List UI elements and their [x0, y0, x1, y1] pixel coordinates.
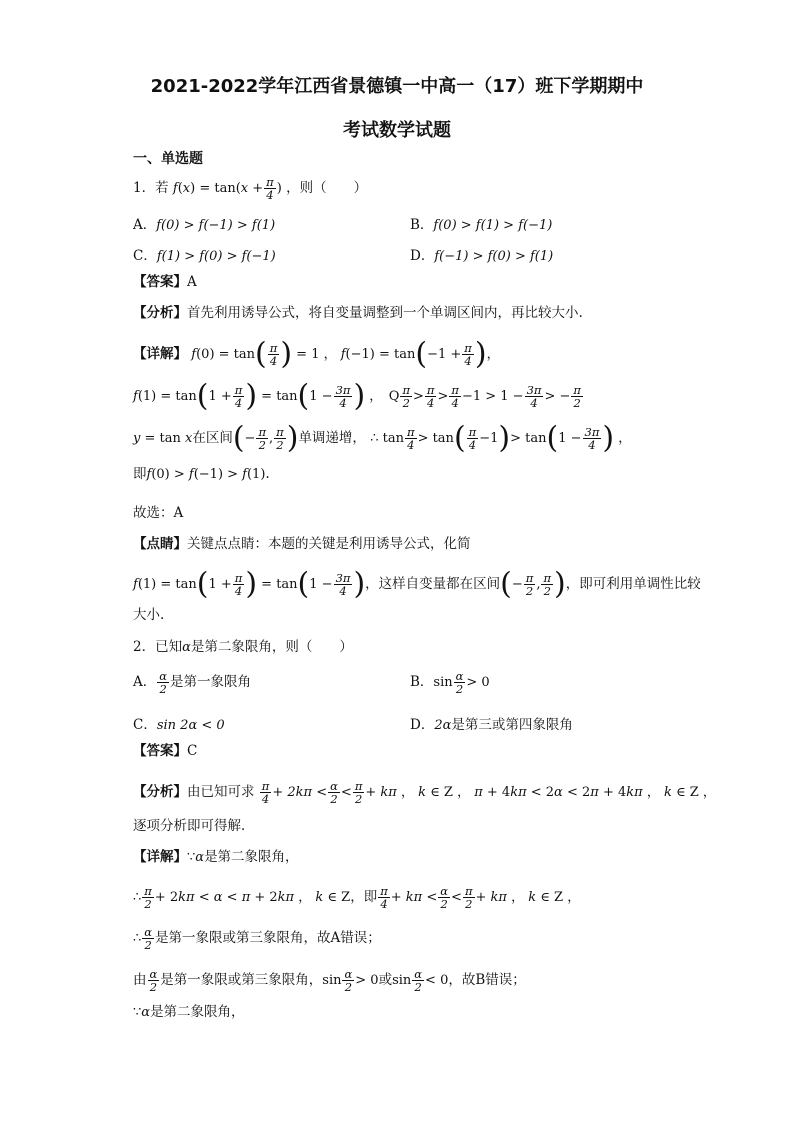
q1-analysis: 【分析】首先利用诱导公式，将自变量调整到一个单调区间内，再比较大小.	[133, 305, 583, 321]
q2-analysis-line2: 逐项分析即可得解．	[133, 818, 255, 834]
q1-point-line3: 大小.	[133, 607, 165, 623]
q2-analysis-line1: 【分析】由已知可求 $\frac{\pi}{4}$ + 2kπ < $\frac{\alpha}{2}$ < $\frac{\pi}{2}$ + kπ ， k ∈ Z ， π + 4kπ < 2α < 2π + 4kπ ， k ∈ Z ，	[133, 779, 716, 807]
q1-choose: 故选：A	[133, 505, 184, 521]
q2-option-d: D．2α是第三或第四象限角	[410, 717, 573, 733]
q2-option-b: B．sin $\frac{\alpha}{2}$ > 0	[410, 669, 490, 697]
q1-answer: 【答案】A	[133, 274, 197, 290]
q2-detail-line3: ∴ $\frac{\alpha}{2}$ 是第一象限或第三象限角，故A错误；	[133, 925, 381, 953]
q2-detail-line4: 由 $\frac{\alpha}{2}$ 是第一象限或第三象限角，sin $\frac{\alpha}{2}$ > 0或sin $\frac{\alpha}{2}$ < 0，故B错误；	[133, 967, 526, 995]
q1-option-c: C．f(1) > f(0) > f(−1)	[133, 248, 276, 264]
q1-stem	[133, 176, 367, 201]
document-title-line2: 考试数学试题	[343, 120, 451, 141]
q2-answer: 【答案】C	[133, 743, 198, 759]
q2-detail-line5: ∵α是第二象限角，	[133, 1004, 245, 1020]
q1-point-line2: f(1) = tan(1 + $\frac{\pi}{4}$ ) = tan(1 − $\frac{3\pi}{4}$ )，这样自变量都在区间(− $\frac{\pi}{2}$ , $\frac{\pi}{2}$ )，即可利用单调性比较	[133, 566, 701, 602]
q1-conclusion: 即f(0) > f(−1) > f(1).	[133, 466, 270, 482]
q1-detail-line3: y = tan x在区间(− $\frac{\pi}{2}$ , $\frac{\pi}{2}$ )单调递增， ∴ tan $\frac{\pi}{4}$ > tan( $\frac{\pi}{4}$ −1)> tan(1 − $\frac{3\pi}{4}$ ) ，	[133, 420, 632, 456]
section-heading: 一、单选题	[133, 151, 203, 167]
document-title-line1: 2021-2022学年江西省景德镇一中高一（17）班下学期期中	[150, 76, 644, 97]
q1-point-line1: 【点睛】关键点点睛：本题的关键是利用诱导公式，化简	[133, 536, 471, 552]
q1-option-b: B．f(0) > f(1) > f(−1)	[410, 217, 553, 233]
q1-detail-line2: f(1) = tan(1 + $\frac{\pi}{4}$ ) = tan(1 − $\frac{3\pi}{4}$ ) ， Q $\frac{\pi}{2}$ > $\frac{\pi}{4}$ > $\frac{\pi}{4}$ −1 > 1 − $\frac{3\pi}{4}$ > − $\frac{\pi}{2}$	[133, 378, 581, 414]
q1-detail-line1: 【详解】 f(0) = tan( $\frac{\pi}{4}$ ) = 1 ， f(−1) = tan(−1 + $\frac{\pi}{4}$ )，	[133, 336, 500, 372]
q1-function: f(x) = tan(x + $\frac{\pi}{4}$ )	[172, 175, 282, 203]
q2-stem: 2．已知α是第二象限角，则（ ）	[133, 639, 353, 655]
q2-detail-line1: 【详解】∵α是第二象限角，	[133, 849, 299, 865]
q1-suffix: ，则（ ）	[286, 180, 368, 197]
q1-option-d: D．f(−1) > f(0) > f(1)	[410, 248, 554, 264]
q1-prefix: 1．若	[133, 180, 169, 197]
q2-option-c: C．sin 2α < 0	[133, 717, 225, 733]
q1-option-a: A．f(0) > f(−1) > f(1)	[133, 217, 276, 233]
q2-option-a: A． $\frac{\alpha}{2}$ 是第一象限角	[133, 669, 252, 697]
q2-detail-line2: ∴ $\frac{\pi}{2}$ + 2kπ < α < π + 2kπ ， k ∈ Z，即 $\frac{\pi}{4}$ + kπ < $\frac{\alpha}{2}$ < $\frac{\pi}{2}$ + kπ ， k ∈ Z ，	[133, 884, 581, 912]
